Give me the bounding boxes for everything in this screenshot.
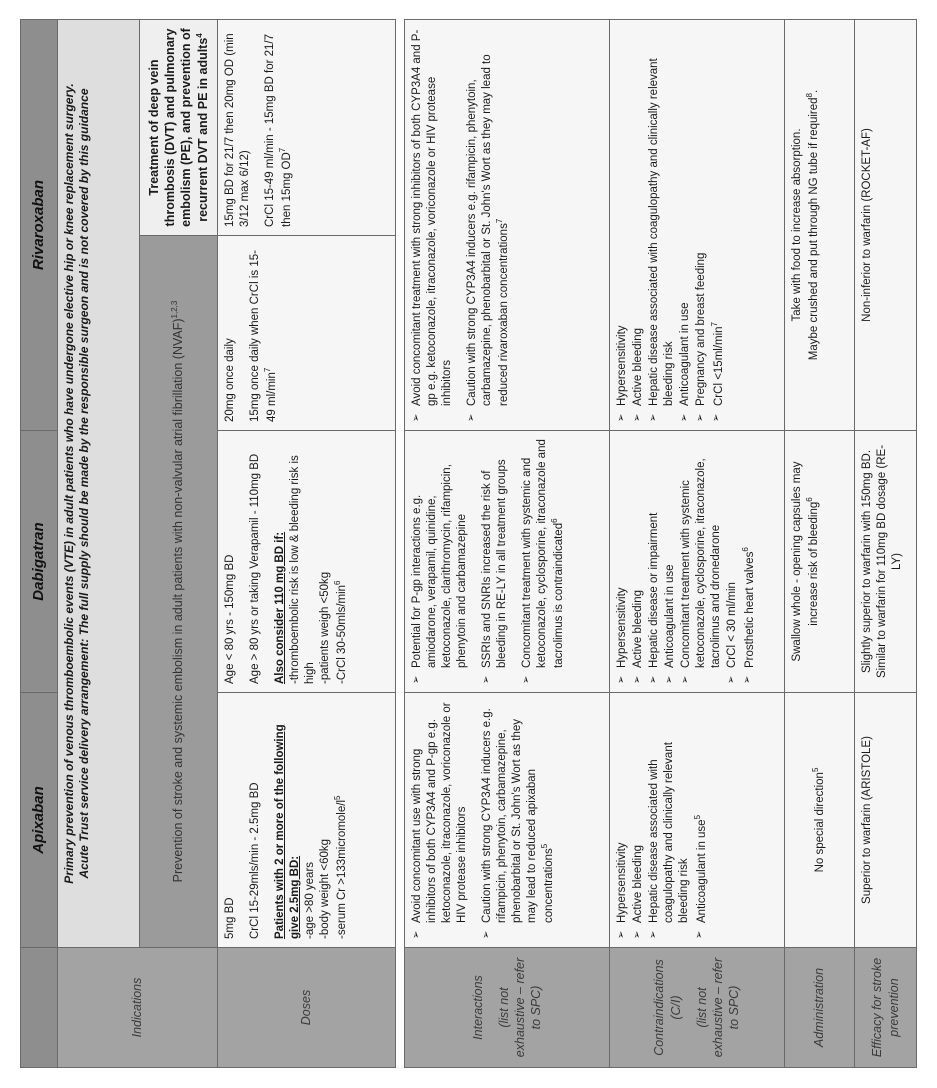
row-header-efficacy: [855, 948, 917, 1068]
doses-label: Doses: [299, 989, 314, 1026]
dabigatran-dose-1: Age < 80 yrs - 150mg BD: [224, 554, 236, 684]
dabigatran-criteria-weight: -patients weigh <50kg: [318, 571, 331, 684]
list-item: ➢ Active bleeding: [631, 28, 646, 422]
col-header-rivaroxaban: Rivaroxaban: [21, 19, 58, 430]
contraindications-dabigatran: [610, 431, 785, 693]
list-item: ➢ Potential for P-gp interactions e.g. amiodarone, verapamil, quinidine, ketoconazole, clarithromycin, rifampicin, phenytoin and carbamazepine: [410, 439, 470, 684]
administration-rivaroxaban-line1: Take with food to increase absorption.: [791, 128, 803, 322]
contraindications-rivaroxaban: [610, 19, 785, 430]
list-item: ➢ CrCl $<15ml/\min^7$: [710, 28, 727, 422]
administration-rivaroxaban: [785, 19, 855, 430]
list-item: ➢ Hypersensitivity: [615, 439, 630, 684]
doses-rivaroxaban-af: [218, 236, 396, 431]
dabigatran-dose-2: Age > 80 yrs or taking Verapamil - 110mg BD: [248, 453, 261, 684]
contraindications-sublabel: (list not exhaustive – refer to SPC): [694, 957, 742, 1058]
administration-row: [785, 19, 855, 1067]
contraindications-label: Contraindications (C/I): [652, 959, 683, 1056]
list-item: ➢ Caution with strong CYP3A4 inducers e.g. rifampicin, phenytoin, carbamazepine, phenobarbital or St. John's Wort as they may lead to reduced apixaban concentrations$^5$: [480, 701, 557, 939]
row-header-contraindications: [610, 948, 785, 1068]
list-item: ➢ Avoid concomitant treatment with strong inhibitors of both CYP3A4 and P-gp e.g. ketoconazole, itraconazole, voriconazole or HIV protease inhibitors: [410, 28, 455, 422]
anticoagulant-comparison-table: [20, 19, 917, 1068]
indications-note-row: [58, 19, 140, 1067]
list-item: ➢ SSRIs and SNRIs increased the risk of bleeding in RE-LY in all treatment groups: [480, 439, 510, 684]
row-header-doses: [218, 948, 396, 1068]
list-item: ➢ Avoid concomitant use with strong inhibitors of both CYP3A4 and P-gp e.g. ketoconazole, itraconazole, voriconazole or HIV protease inhibitors: [410, 701, 470, 939]
efficacy-apixaban: Superior to warfarin (ARISTOLE): [855, 693, 917, 948]
efficacy-dabigatran-line2: Similar to warfarin for 110mg BD dosage (RE-LY): [875, 444, 903, 679]
row-header-administration: [785, 948, 855, 1068]
indications-row: [140, 19, 218, 1067]
list-item: ➢ Hepatic disease associated with coagulopathy and clinically relevant bleeding risk: [647, 701, 692, 939]
contraindications-row: [610, 19, 785, 1067]
list-item: ➢ Anticoagulant in use$^5$: [693, 701, 710, 939]
row-header-indications: [58, 948, 218, 1068]
list-item: ➢ Concomitant treatment with systemic ketoconazole, cyclosporine, itraconazole, tacrolimus and dronedarone: [679, 439, 724, 684]
indication-nvaf-text: Prevention of stroke and systemic embolism in adult patients with non-valvular atrial fibrillation (NVAF): [171, 318, 186, 883]
dabigatran-dose-criteria-heading: Also consider 110 mg BD if:: [273, 531, 286, 684]
doses-apixaban: [218, 693, 396, 948]
efficacy-rivaroxaban: Non-inferior to warfarin (ROCKET-AF): [855, 19, 917, 430]
rotated-document: [20, 20, 917, 1068]
indication-dvt-pe: [140, 19, 218, 235]
doses-rivaroxaban-dvt: [218, 19, 396, 235]
list-item: ➢ Hypersensitivity: [615, 701, 630, 939]
indications-note: [58, 19, 140, 947]
dabigatran-criteria-risk: -thromboembolic risk is low & bleeding risk is high: [288, 455, 316, 684]
row-header-interactions: [405, 948, 610, 1068]
interactions-apixaban: [405, 693, 610, 948]
list-item: ➢ Pregnancy and breast feeding: [694, 28, 709, 422]
administration-dabigatran: Swallow whole - opening capsules may increase risk of bleeding$^6$: [785, 431, 855, 693]
administration-rivaroxaban-line2: Maybe crushed and put through NG tube if required$^8$.: [804, 89, 820, 361]
efficacy-row: [855, 19, 917, 1067]
list-item: ➢ Prosthetic heart valves$^6$: [741, 439, 758, 684]
list-item: ➢ Active bleeding: [631, 701, 646, 939]
rivaroxaban-af-dose-2: 15mg once daily when CrCl is 15-49 $ml/\min^7$: [248, 250, 278, 422]
administration-label: Administration: [812, 967, 827, 1048]
interactions-row: [405, 19, 610, 1067]
indications-note-line1: Primary prevention of venous thromboembolic events (VTE) in adult patients who have undergone elective hip or knee replacement surgery.: [62, 83, 76, 884]
efficacy-label: Efficacy for stroke prevention: [870, 957, 901, 1058]
rivaroxaban-af-dose-1: 20mg once daily: [224, 338, 236, 422]
apixaban-dose-1: 5mg BD: [224, 897, 236, 939]
corner-cell: [21, 948, 58, 1068]
column-header-row: [21, 19, 58, 1067]
indications-label: Indications: [130, 977, 145, 1038]
apixaban-criteria-age: -age >80 years: [303, 861, 316, 939]
indication-dvt-text: Treatment of deep vein thrombosis (DVT) and pulmonary embolism (PE), and prevention of recurrent DVT and PE in adults: [146, 28, 210, 227]
list-item: ➢ Hypersensitivity: [615, 28, 630, 422]
indication-nvaf: [140, 236, 218, 948]
apixaban-dose-2: CrCl 15-29mls/min - 2.5mg BD: [248, 782, 261, 939]
apixaban-dose-criteria-heading: Patients with 2 or more of the following give 2.5mg BD:: [273, 724, 301, 939]
doses-dabigatran: [218, 431, 396, 693]
efficacy-dabigatran: [855, 431, 917, 693]
ref-nvaf: 1,2,3: [170, 300, 180, 319]
contraindications-apixaban: [610, 693, 785, 948]
doses-row: [218, 19, 396, 1067]
interactions-sublabel: (list not exhaustive – refer to SPC): [496, 957, 544, 1058]
list-item: ➢ Concomitant treatment with systemic and ketoconazole, cyclosporine, itraconazole and tacrolimus is contraindicated$^6$: [520, 439, 567, 684]
efficacy-dabigatran-line1: Slightly superior to warfarin with 150mg BD.: [861, 449, 873, 674]
interactions-rivaroxaban: [405, 19, 610, 430]
dabigatran-criteria-crcl: -CrCl $30-50mls/\min^6$: [332, 580, 348, 684]
list-item: ➢ Anticoagulant in use: [663, 439, 678, 684]
list-item: ➢ CrCl < 30 ml/min: [725, 439, 740, 684]
list-item: ➢ Hepatic disease associated with coagulopathy and clinically relevant bleeding risk: [647, 28, 677, 422]
rivaroxaban-dvt-dose-1: 15mg BD for 21/7 then 20mg OD (min 3/12 max 6/12): [224, 33, 251, 227]
apixaban-criteria-weight: -body weight <60kg: [318, 838, 331, 939]
col-header-apixaban: Apixaban: [21, 693, 58, 948]
spacer-row: [396, 19, 405, 1067]
interactions-dabigatran: [405, 431, 610, 693]
list-item: ➢ Anticoagulant in use: [678, 28, 693, 422]
list-item: ➢ Hepatic disease or impairment: [647, 439, 662, 684]
indications-note-line2: Acute Trust service delivery arrangement: The full supply should be made by the responsible surgeon and is not covered by this guidance: [77, 88, 91, 879]
list-item: ➢ Active bleeding: [631, 439, 646, 684]
administration-apixaban: No special direction$^5$: [785, 693, 855, 948]
list-item: ➢ Caution with strong CYP3A4 inducers e.g. rifampicin, phenytoin, carbamazepine, phenobarbital or St. John's Wort as they may lead to reduced rivaroxaban concentrations$^7$: [465, 28, 512, 422]
col-header-dabigatran: Dabigatran: [21, 431, 58, 693]
interactions-label: Interactions: [470, 975, 485, 1040]
rivaroxaban-dvt-dose-2: CrCl 15-49 ml/min - 15mg BD for 21/7 then 15mg $OD^7$: [263, 33, 293, 227]
ref-dvt: 4: [194, 33, 204, 38]
apixaban-criteria-creatinine: -serum $Cr >133micromole/l^5$: [332, 795, 348, 939]
